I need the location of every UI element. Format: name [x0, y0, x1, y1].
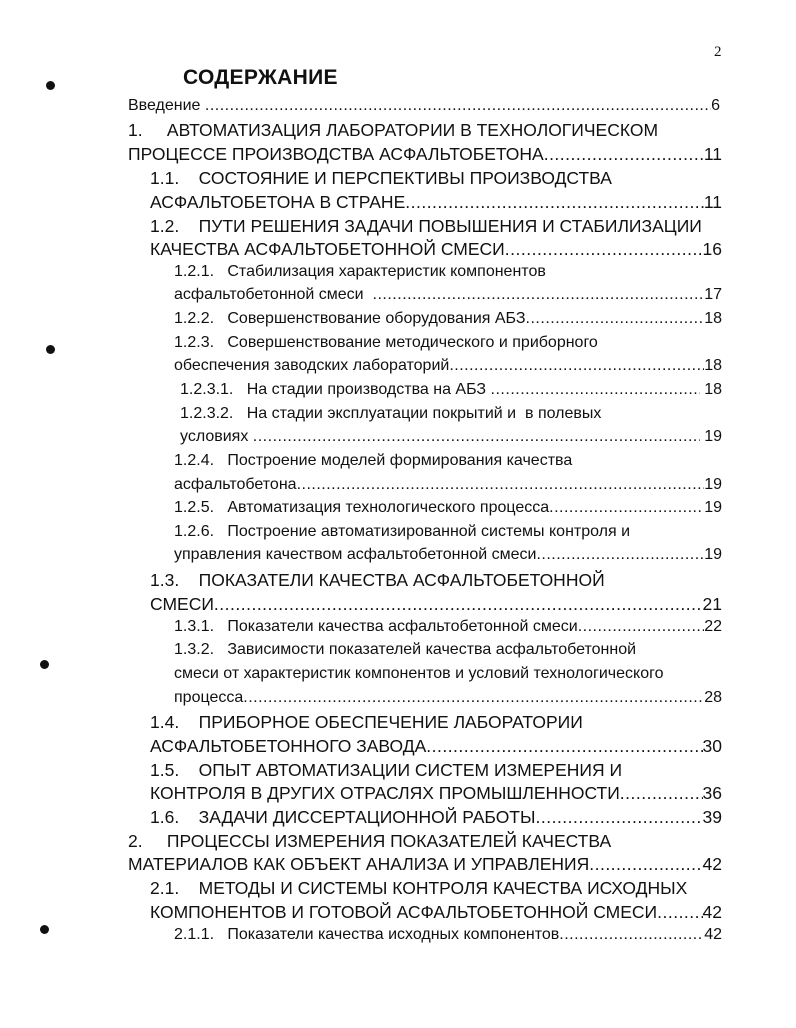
- toc-entry: обеспечения заводских лабораторий ..... 18: [174, 357, 722, 379]
- toc-entry: 1.3. ПОКАЗАТЕЛИ КАЧЕСТВА АСФАЛЬТОБЕТОННОЙ: [150, 570, 605, 590]
- page-title: СОДЕРЖАНИЕ: [183, 66, 338, 89]
- toc-entry: 1. АВТОМАТИЗАЦИЯ ЛАБОРАТОРИИ В ТЕХНОЛОГИЧЕСКОМ: [128, 120, 659, 140]
- toc-entry: Введение ..... 6: [128, 97, 720, 119]
- scan-speck: [46, 81, 55, 90]
- toc-entry: 2.1.1. Показатели качества исходных компонентов ..... 42: [174, 926, 722, 948]
- toc-entry: асфальтобетонной смеси ..... 17: [174, 286, 722, 308]
- toc-entry: смеси от характеристик компонентов и условий технологического: [174, 665, 664, 682]
- scan-speck: [40, 925, 49, 934]
- toc-entry: СМЕСИ ..... 21: [150, 594, 722, 618]
- toc-entry: КАЧЕСТВА АСФАЛЬТОБЕТОННОЙ СМЕСИ ..... 16: [150, 239, 722, 263]
- toc-entry: 1.2.6. Построение автоматизированной системы контроля и: [174, 523, 631, 540]
- toc-entry: 1.5. ОПЫТ АВТОМАТИЗАЦИИ СИСТЕМ ИЗМЕРЕНИЯ И: [150, 760, 623, 780]
- toc-entry: процесса ..... 28: [174, 689, 722, 711]
- toc-entry: МАТЕРИАЛОВ КАК ОБЪЕКТ АНАЛИЗА И УПРАВЛЕНИЯ ..... 42: [128, 854, 722, 878]
- toc-entry: 1.2.1. Стабилизация характеристик компонентов: [174, 263, 546, 280]
- toc-entry: АСФАЛЬТОБЕТОНА В СТРАНЕ ..... 11: [150, 192, 722, 216]
- toc-entry: управления качеством асфальтобетонной смеси ..... 19: [174, 546, 722, 568]
- toc-entry: 1.2.5. Автоматизация технологического процесса ..... 19: [174, 499, 722, 521]
- scan-speck: [46, 345, 55, 354]
- toc-entry: 1.2.2. Совершенствование оборудования АБЗ ..... 18: [174, 310, 722, 332]
- toc-entry: 1.1. СОСТОЯНИЕ И ПЕРСПЕКТИВЫ ПРОИЗВОДСТВА: [150, 168, 612, 188]
- toc-entry: 1.3.2. Зависимости показателей качества асфальтобетонной: [174, 641, 637, 658]
- toc-entry: 1.3.1. Показатели качества асфальтобетонной смеси ..... 22: [174, 618, 722, 640]
- toc-entry: условиях ..... 19: [180, 428, 722, 450]
- page-number: 2: [714, 44, 722, 60]
- toc-entry: 2.1. МЕТОДЫ И СИСТЕМЫ КОНТРОЛЯ КАЧЕСТВА ИСХОДНЫХ: [150, 878, 688, 898]
- toc-entry: 1.2.3.1. На стадии производства на АБЗ ..... 18: [180, 381, 722, 403]
- toc-entry: асфальтобетона ..... 19: [174, 476, 722, 498]
- toc-entry: 1.2. ПУТИ РЕШЕНИЯ ЗАДАЧИ ПОВЫШЕНИЯ И СТАБИЛИЗАЦИИ: [150, 216, 702, 236]
- toc-entry: КОМПОНЕНТОВ И ГОТОВОЙ АСФАЛЬТОБЕТОННОЙ СМЕСИ ..... 42: [150, 902, 722, 926]
- toc-entry: 1.2.4. Построение моделей формирования качества: [174, 452, 573, 469]
- toc-entry: 1.6. ЗАДАЧИ ДИССЕРТАЦИОННОЙ РАБОТЫ ..... 39: [150, 807, 722, 831]
- scan-speck: [40, 660, 49, 669]
- toc-entry: АСФАЛЬТОБЕТОННОГО ЗАВОДА ..... 30: [150, 736, 722, 760]
- toc-entry: 1.2.3. Совершенствование методического и приборного: [174, 334, 598, 351]
- toc-entry: 1.2.3.2. На стадии эксплуатации покрытий и в полевых: [180, 405, 602, 422]
- toc-entry: КОНТРОЛЯ В ДРУГИХ ОТРАСЛЯХ ПРОМЫШЛЕННОСТИ ..... 36: [150, 783, 722, 807]
- toc-entry: ПРОЦЕССЕ ПРОИЗВОДСТВА АСФАЛЬТОБЕТОНА ..... 11: [128, 144, 722, 168]
- toc-entry: 1.4. ПРИБОРНОЕ ОБЕСПЕЧЕНИЕ ЛАБОРАТОРИИ: [150, 712, 583, 732]
- toc-entry: 2. ПРОЦЕССЫ ИЗМЕРЕНИЯ ПОКАЗАТЕЛЕЙ КАЧЕСТВА: [128, 831, 612, 851]
